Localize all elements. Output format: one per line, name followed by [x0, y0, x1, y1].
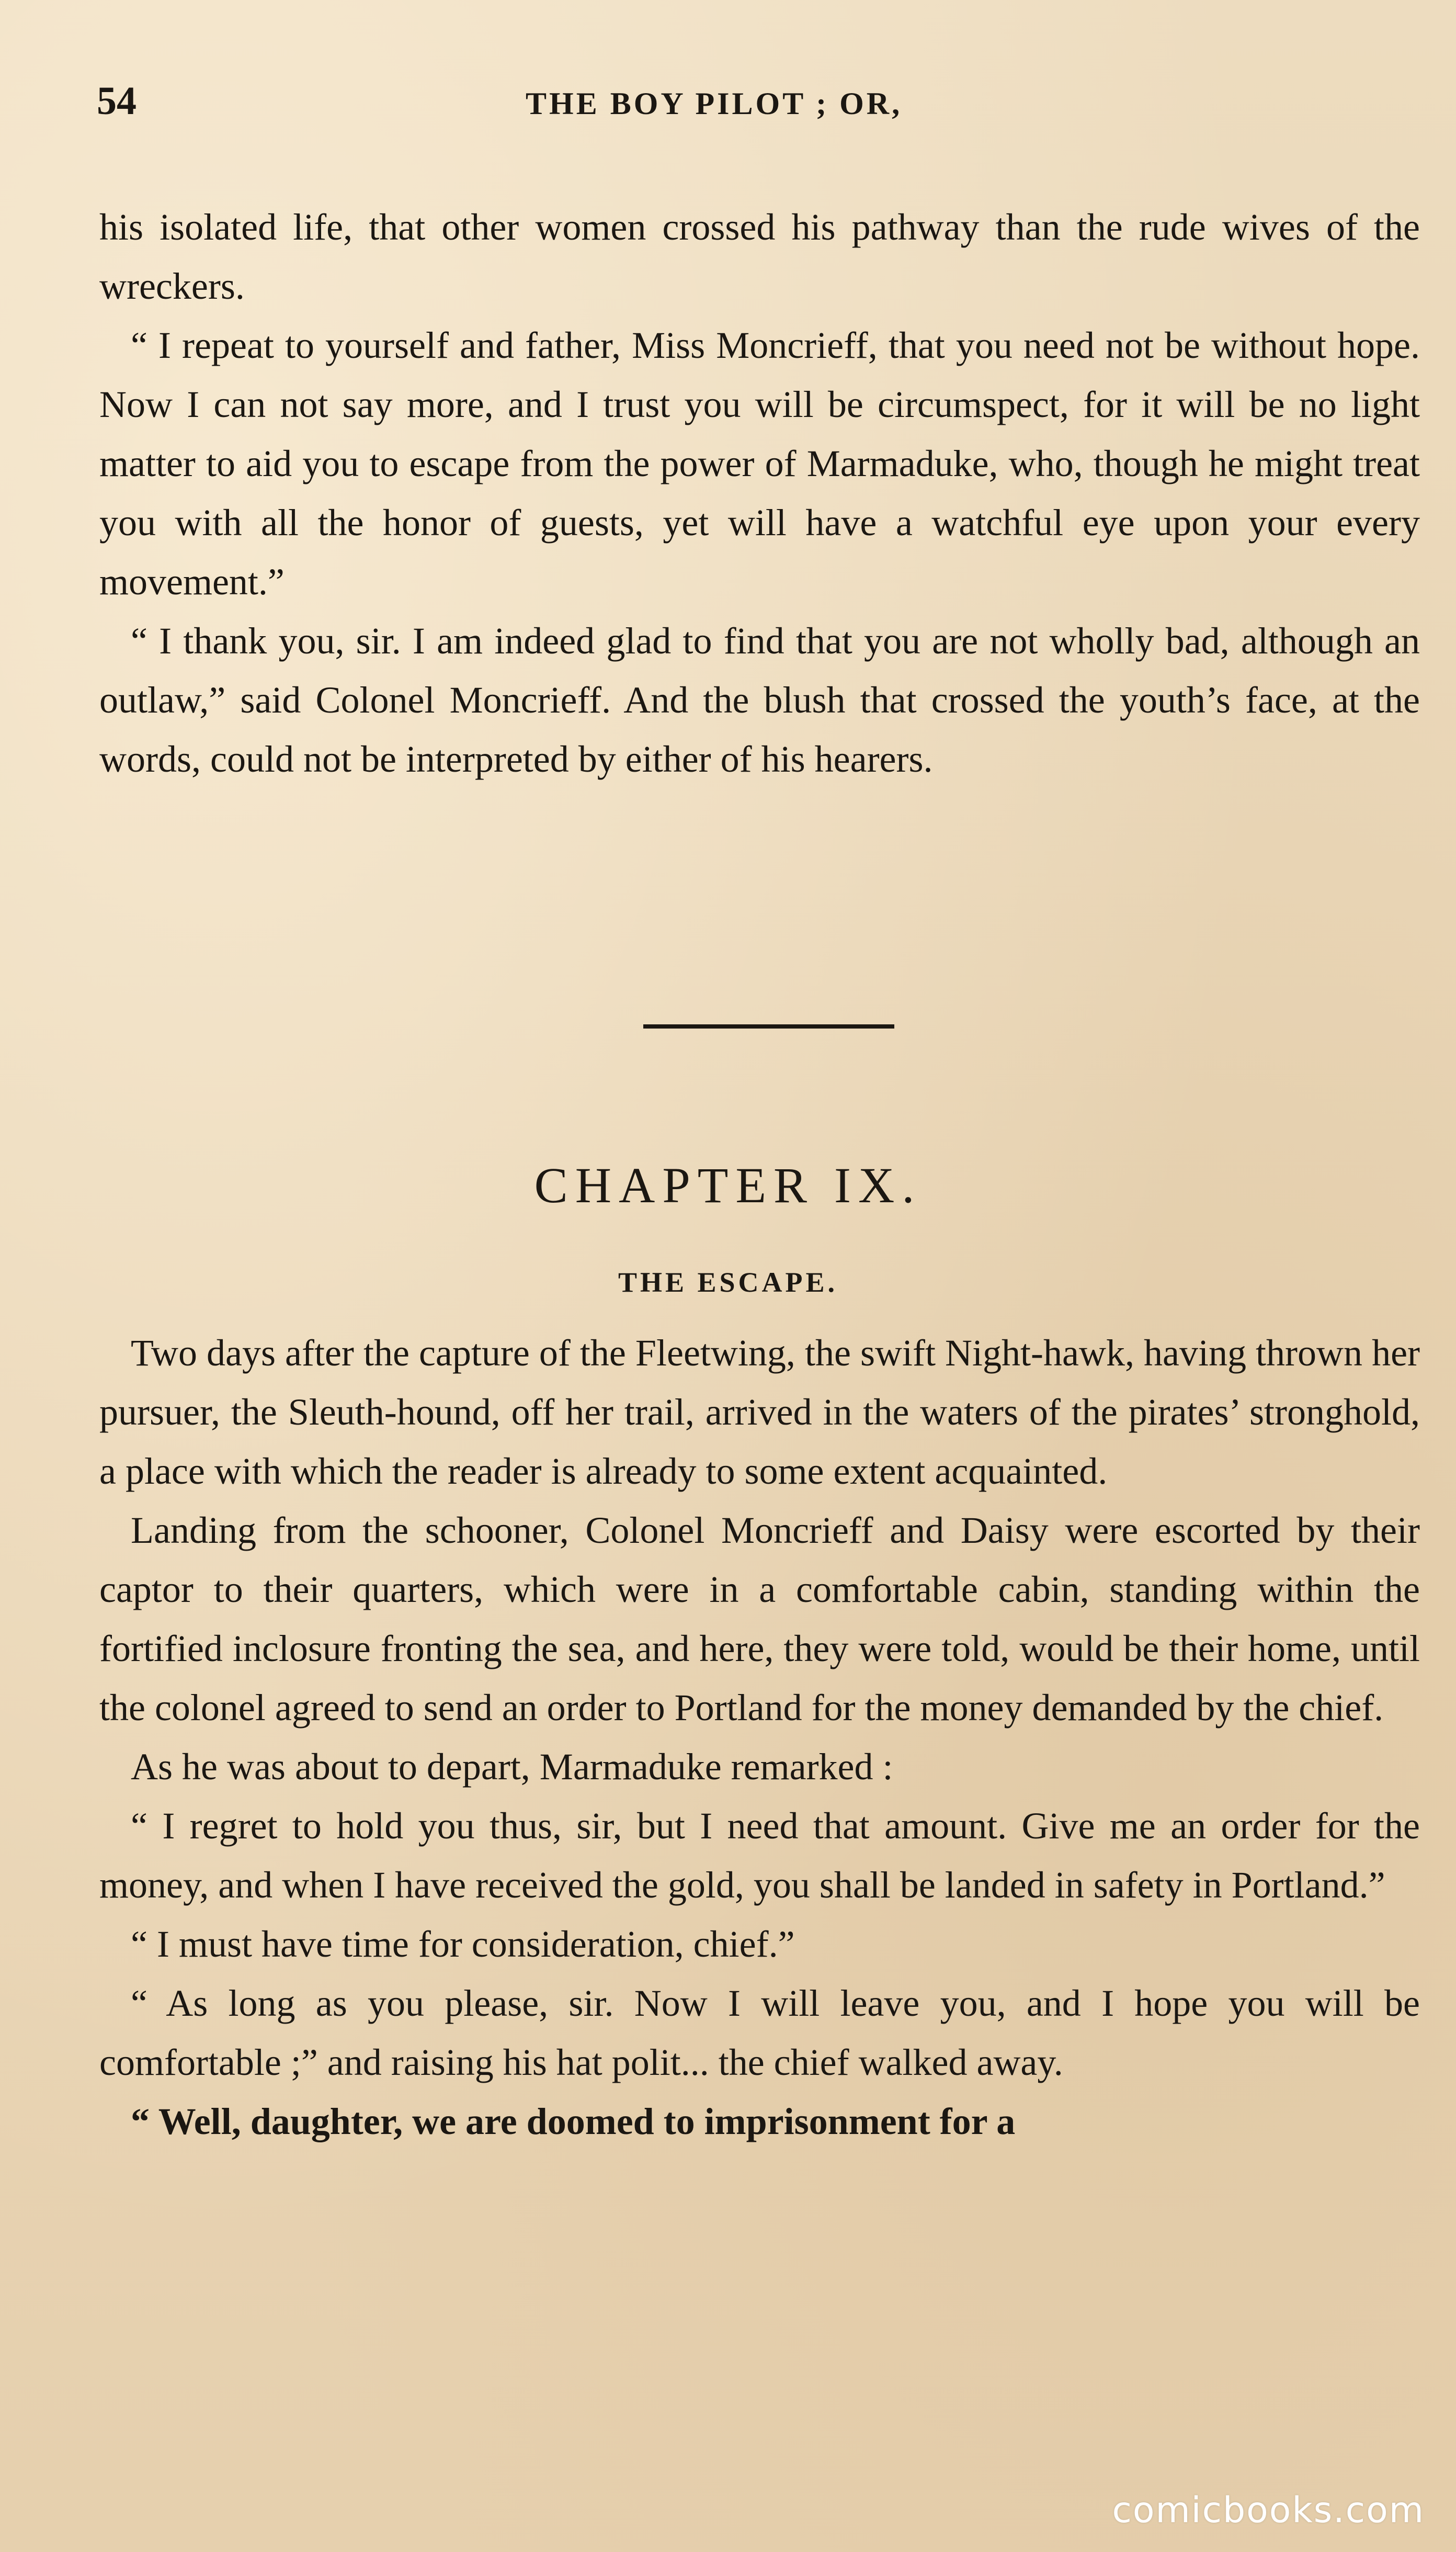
paragraph-dialogue: “ I must have time for consideration, chief.”	[131, 1923, 795, 1965]
watermark: comicbooks.com	[1112, 2490, 1425, 2531]
page-header	[97, 78, 1420, 141]
top-text-block	[99, 198, 1420, 789]
page-number: 54	[97, 79, 136, 123]
paragraph: As he was about to depart, Marmaduke remarked :	[131, 1746, 893, 1788]
paragraph: Landing from the schooner, Colonel Moncrieff and Daisy were escorted by their captor to their quarters, which were in a comfortable cabin, standing within the fortified inclosure fronting the sea, and here, they were told, would be their home, until the colonel agreed to send an order to Portland for the money demanded by the chief.	[99, 1509, 1420, 1729]
paragraph: Two days after the capture of the Fleetwing, the swift Night-hawk, having thrown her pursuer, the Sleuth-hound, off her trail, arrived in the waters of the pirates’ stronghold, a place with which the reader is already to some extent acquainted.	[99, 1332, 1420, 1492]
running-head: THE BOY PILOT ; OR,	[526, 86, 903, 121]
chapter-subtitle: THE ESCAPE.	[618, 1267, 838, 1298]
paragraph-dialogue: “ As long as you please, sir. Now I will leave you, and I hope you will be comfortable ;” and raising his hat polit... the chief walked away.	[99, 1982, 1420, 2083]
chapter-title: CHAPTER IX.	[534, 1157, 922, 1213]
paragraph-dialogue: “ I repeat to yourself and father, Miss Moncrieff, that you need not be without hope. Now I can not say more, and I trust you will be circumspect, for it will be no light matter to aid you to escape from the power of Marmaduke, who, though he might treat you with all the honor of guests, yet will have a watchful eye upon your every movement.”	[99, 324, 1420, 603]
paragraph-dialogue: “ Well, daughter, we are doomed to imprisonment for a	[131, 2101, 1016, 2142]
paragraph-dialogue: “ I regret to hold you thus, sir, but I need that amount. Give me an order for the money, and when I have received the gold, you shall be landed in safety in Portland.”	[99, 1805, 1420, 1906]
section-divider-rule	[643, 1024, 894, 1029]
chapter-text-block	[99, 1324, 1420, 2151]
paragraph-dialogue: “ I thank you, sir. I am indeed glad to find that you are not wholly bad, although an outlaw,” said Colonel Moncrieff. And the blush that crossed the youth’s face, at the words, could not be interpreted by either of his hearers.	[99, 620, 1420, 780]
paragraph-continued: his isolated life, that other women crossed his pathway than the rude wives of the wreckers.	[99, 206, 1420, 307]
